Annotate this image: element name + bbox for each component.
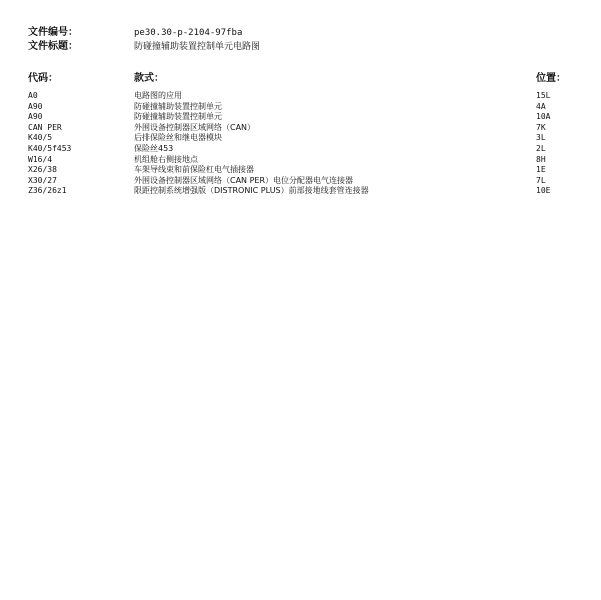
table-row <box>28 186 576 197</box>
row-pos: 15L <box>536 91 551 100</box>
row-pos: 10A <box>536 112 551 122</box>
doc-number-row <box>28 26 576 40</box>
row-code: A90 <box>28 101 43 111</box>
table-row <box>28 91 576 102</box>
doc-title-row <box>28 40 576 54</box>
row-code: Z36/26z1 <box>28 186 67 196</box>
row-desc: 防碰撞辅助装置控制单元 <box>134 101 222 111</box>
row-desc: 外围设备控制器区域网络（CAN PER）电位分配器电气连接器 <box>134 175 354 185</box>
doc-title-label: 文件标题： <box>28 41 78 52</box>
row-code: CAN PER <box>28 122 62 132</box>
table-row <box>28 133 576 144</box>
row-pos: 7K <box>536 122 546 132</box>
doc-number-value: pe30.30-p-2104-97fba <box>134 28 243 38</box>
row-desc: 车架导线束和前保险杠电气插接器 <box>134 165 254 175</box>
row-code: K40/5f453 <box>28 143 72 153</box>
column-header-code: 代码： <box>28 73 58 84</box>
table-row <box>28 165 576 176</box>
row-desc: 外围设备控制器区域网络（CAN） <box>134 122 256 132</box>
row-pos: 1E <box>536 165 546 175</box>
table-row <box>28 144 576 155</box>
row-pos: 3L <box>536 133 546 143</box>
document <box>28 26 576 197</box>
row-pos: 10E <box>536 186 551 196</box>
table-row <box>28 176 576 187</box>
column-header-pos: 位置： <box>536 73 566 84</box>
row-code: A0 <box>28 91 38 100</box>
row-pos: 2L <box>536 143 546 153</box>
table-row <box>28 112 576 123</box>
row-code: A90 <box>28 112 43 122</box>
row-pos: 7L <box>536 175 546 185</box>
row-desc: 后排保险丝和继电器模块 <box>134 133 222 143</box>
row-pos: 4A <box>536 101 546 111</box>
component-table <box>28 91 576 197</box>
row-code: W16/4 <box>28 154 53 164</box>
row-desc: 限距控制系统增强版（DISTRONIC PLUS）前部接地线套管连接器 <box>134 186 369 196</box>
table-row <box>28 102 576 113</box>
doc-number-label: 文件编号： <box>28 27 78 38</box>
row-desc: 电路图的应用 <box>134 91 182 100</box>
table-row <box>28 123 576 134</box>
doc-title-value: 防碰撞辅助装置控制单元电路图 <box>134 42 261 52</box>
table-header <box>28 72 576 86</box>
row-desc: 防碰撞辅助装置控制单元 <box>134 112 222 122</box>
column-header-desc: 款式： <box>134 73 164 84</box>
table-row <box>28 155 576 166</box>
row-code: K40/5 <box>28 133 53 143</box>
row-code: X26/38 <box>28 165 57 175</box>
row-desc: 机组舱右侧接地点 <box>134 154 198 164</box>
row-pos: 8H <box>536 154 546 164</box>
row-code: X30/27 <box>28 175 57 185</box>
row-desc: 保险丝453 <box>134 143 174 153</box>
